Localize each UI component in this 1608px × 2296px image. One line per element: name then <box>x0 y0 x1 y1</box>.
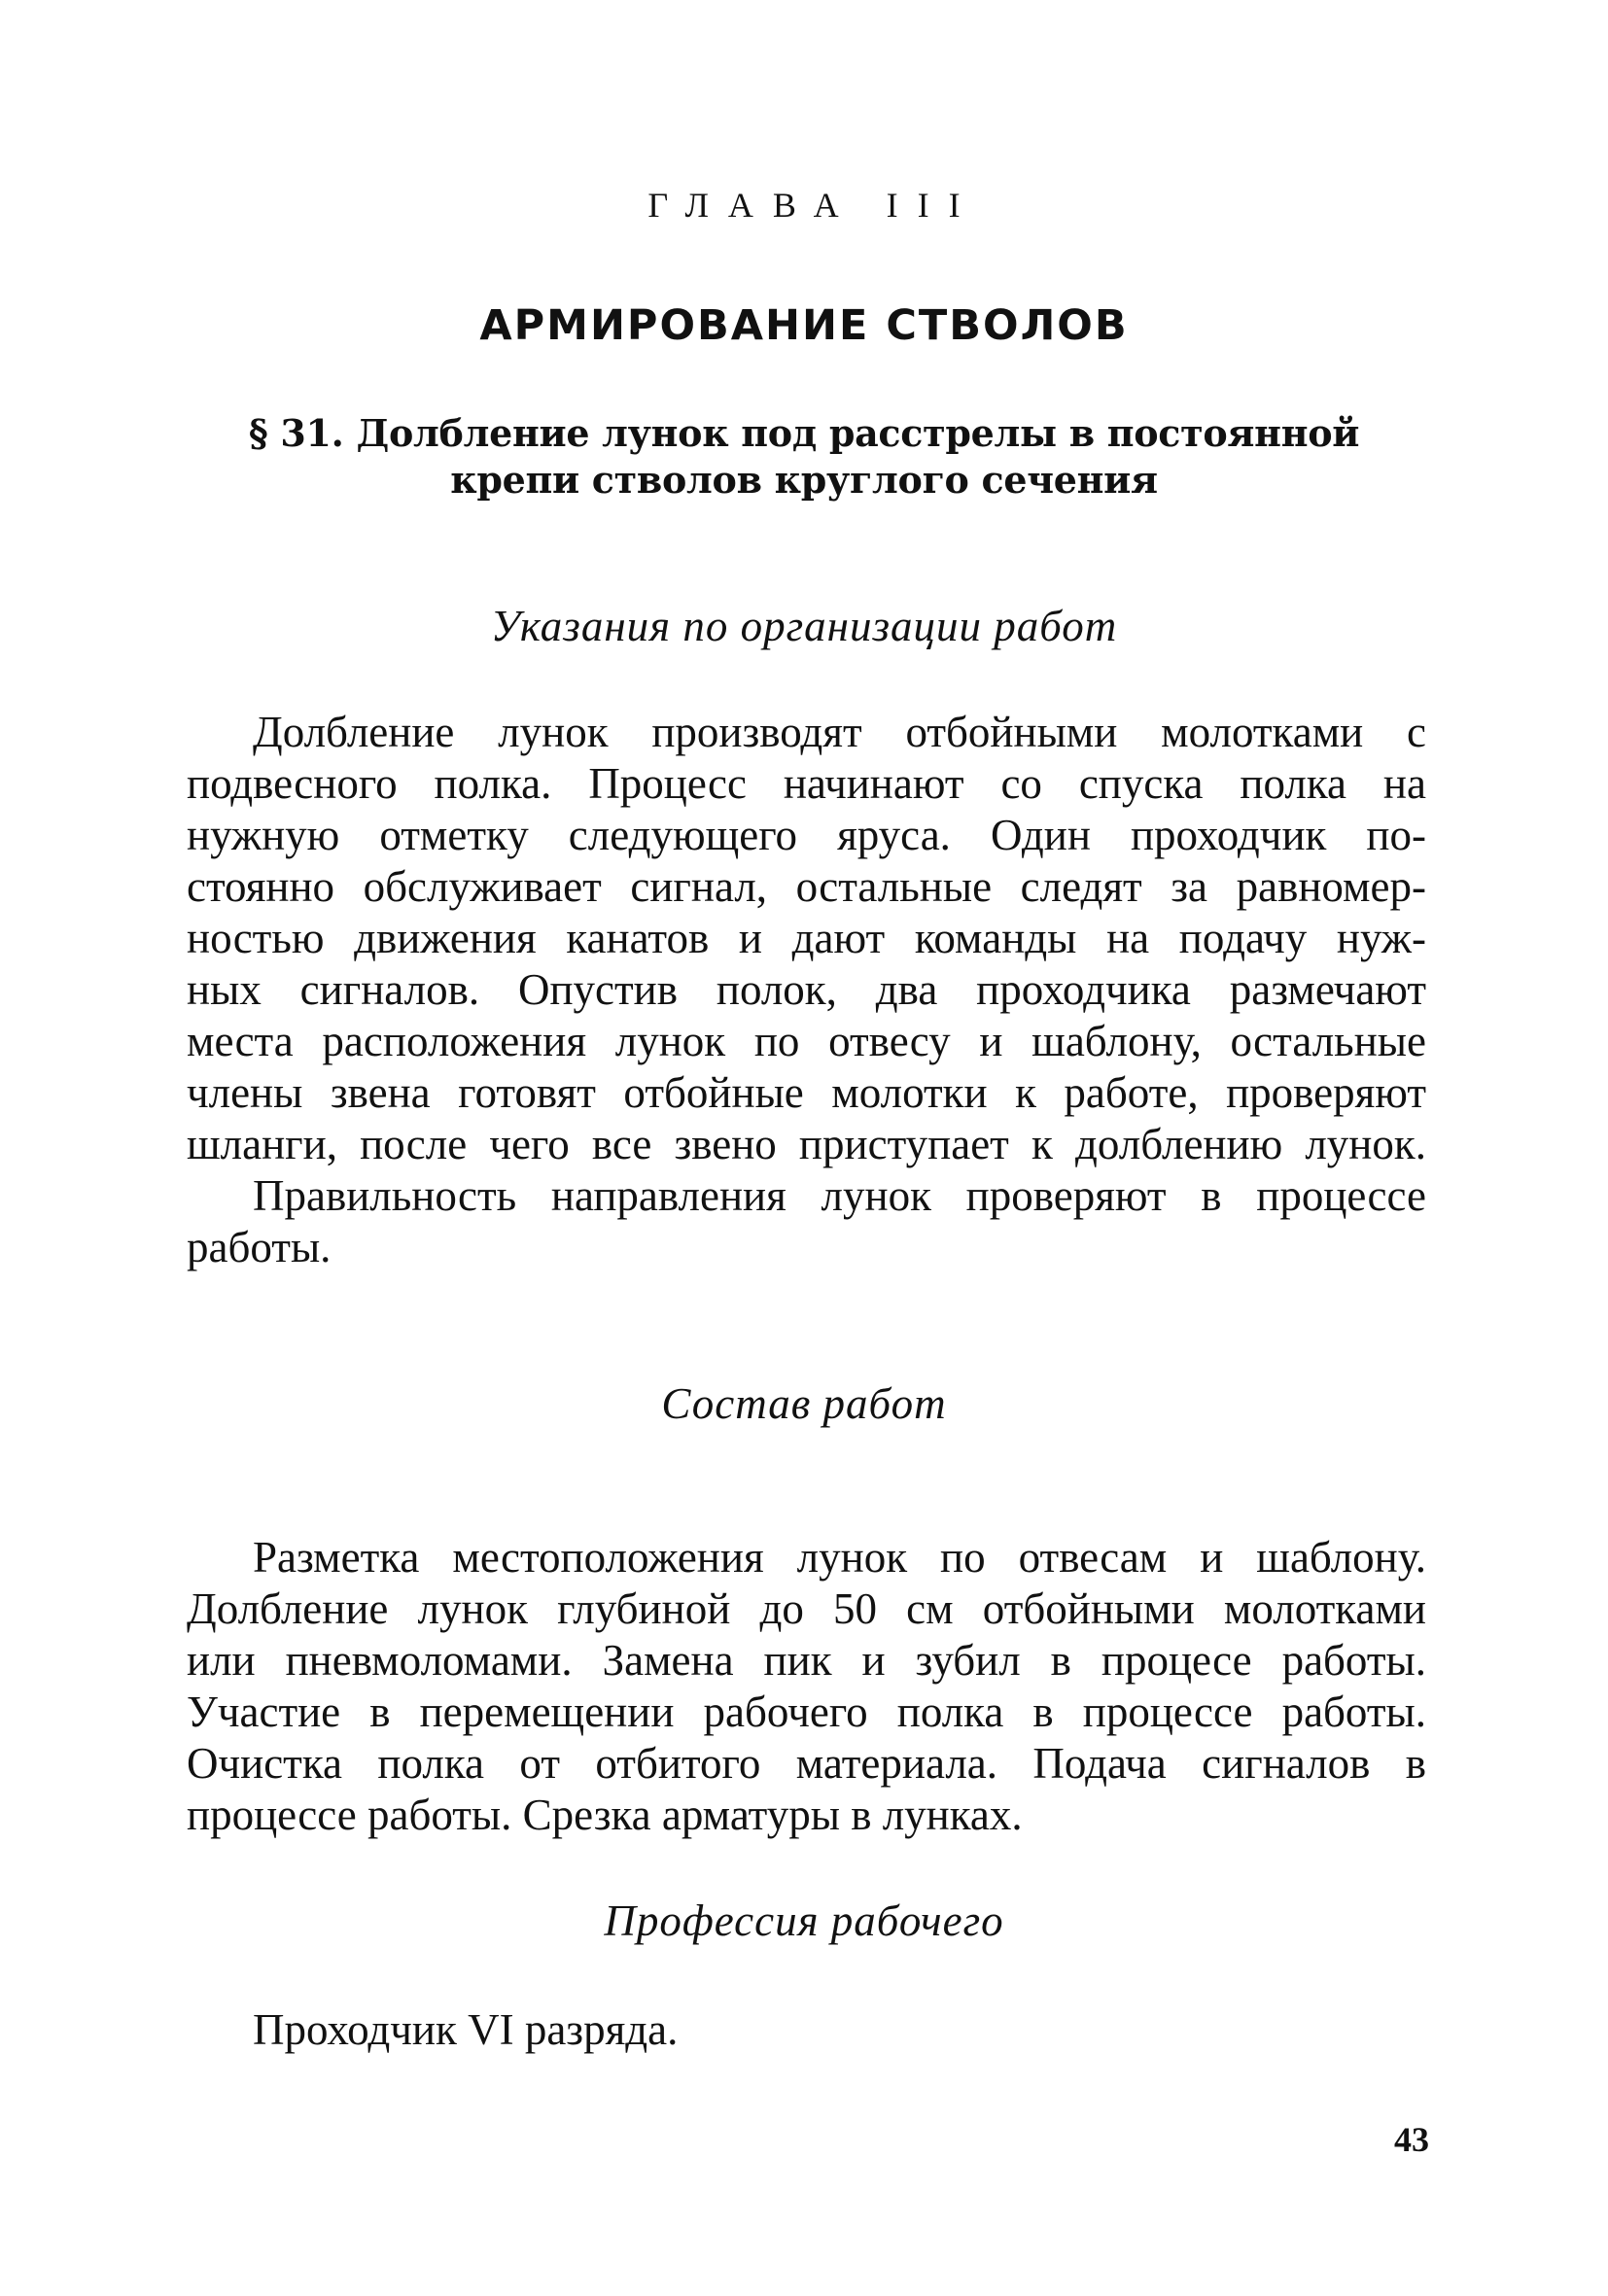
text-line: ностью движения канатов и дают команды на подачу нуж- <box>187 914 1426 962</box>
section-heading <box>243 410 1365 504</box>
text-line: нужную отметку следующего яруса. Один проходчик по- <box>187 811 1426 859</box>
text-line: шланги, после чего все звено приступает к долблению лунок. <box>187 1120 1426 1168</box>
organization-subheading: Указания по организации работ <box>490 602 1118 650</box>
profession-subheading: Профессия рабочего <box>604 1896 1004 1945</box>
text-line: Проходчик VI разряда. <box>253 2005 679 2054</box>
chapter-label: ГЛАВА III <box>647 186 980 225</box>
text-line: работы. <box>187 1223 332 1271</box>
text-line: или пневмоломами. Замена пик и зубил в процесе работы. <box>187 1636 1426 1685</box>
text-line: подвесного полка. Процесс начинают со спуска полка на <box>187 759 1426 808</box>
text-line: Долбление лунок глубиной до 50 см отбойными молотками <box>187 1584 1426 1633</box>
composition-subheading: Состав работ <box>661 1379 947 1428</box>
page-number: 43 <box>1394 2120 1429 2159</box>
text-line: Долбление лунок производят отбойными молотками с <box>253 708 1426 756</box>
text-line: ных сигналов. Опустив полок, два проходчика размечают <box>187 965 1426 1014</box>
text-line: Правильность направления лунок проверяют в процессе <box>253 1171 1426 1220</box>
text-line: Участие в перемещении рабочего полка в процессе работы. <box>187 1687 1426 1736</box>
text-line: Разметка местоположения лунок по отвесам и шаблону. <box>253 1533 1426 1582</box>
text-line: Очистка полка от отбитого материала. Подача сигналов в <box>187 1739 1426 1788</box>
section-heading-line-2: крепи стволов круглого сечения <box>450 458 1158 502</box>
text-line: стоянно обслуживает сигнал, остальные следят за равномер- <box>187 862 1426 911</box>
profession-paragraph <box>187 2004 1426 2056</box>
text-line: процессе работы. Срезка арматуры в лунках. <box>187 1791 1023 1839</box>
section-heading-line-1: § 31. Долбление лунок под расстрелы в постоянной <box>248 411 1360 455</box>
composition-paragraph <box>187 1532 1426 1841</box>
organization-paragraphs <box>187 707 1426 1273</box>
text-line: места расположения лунок по отвесу и шаблону, остальные <box>187 1017 1426 1065</box>
chapter-title: АРМИРОВАНИЕ СТВОЛОВ <box>479 301 1129 350</box>
text-line: члены звена готовят отбойные молотки к работе, проверяют <box>187 1068 1426 1117</box>
